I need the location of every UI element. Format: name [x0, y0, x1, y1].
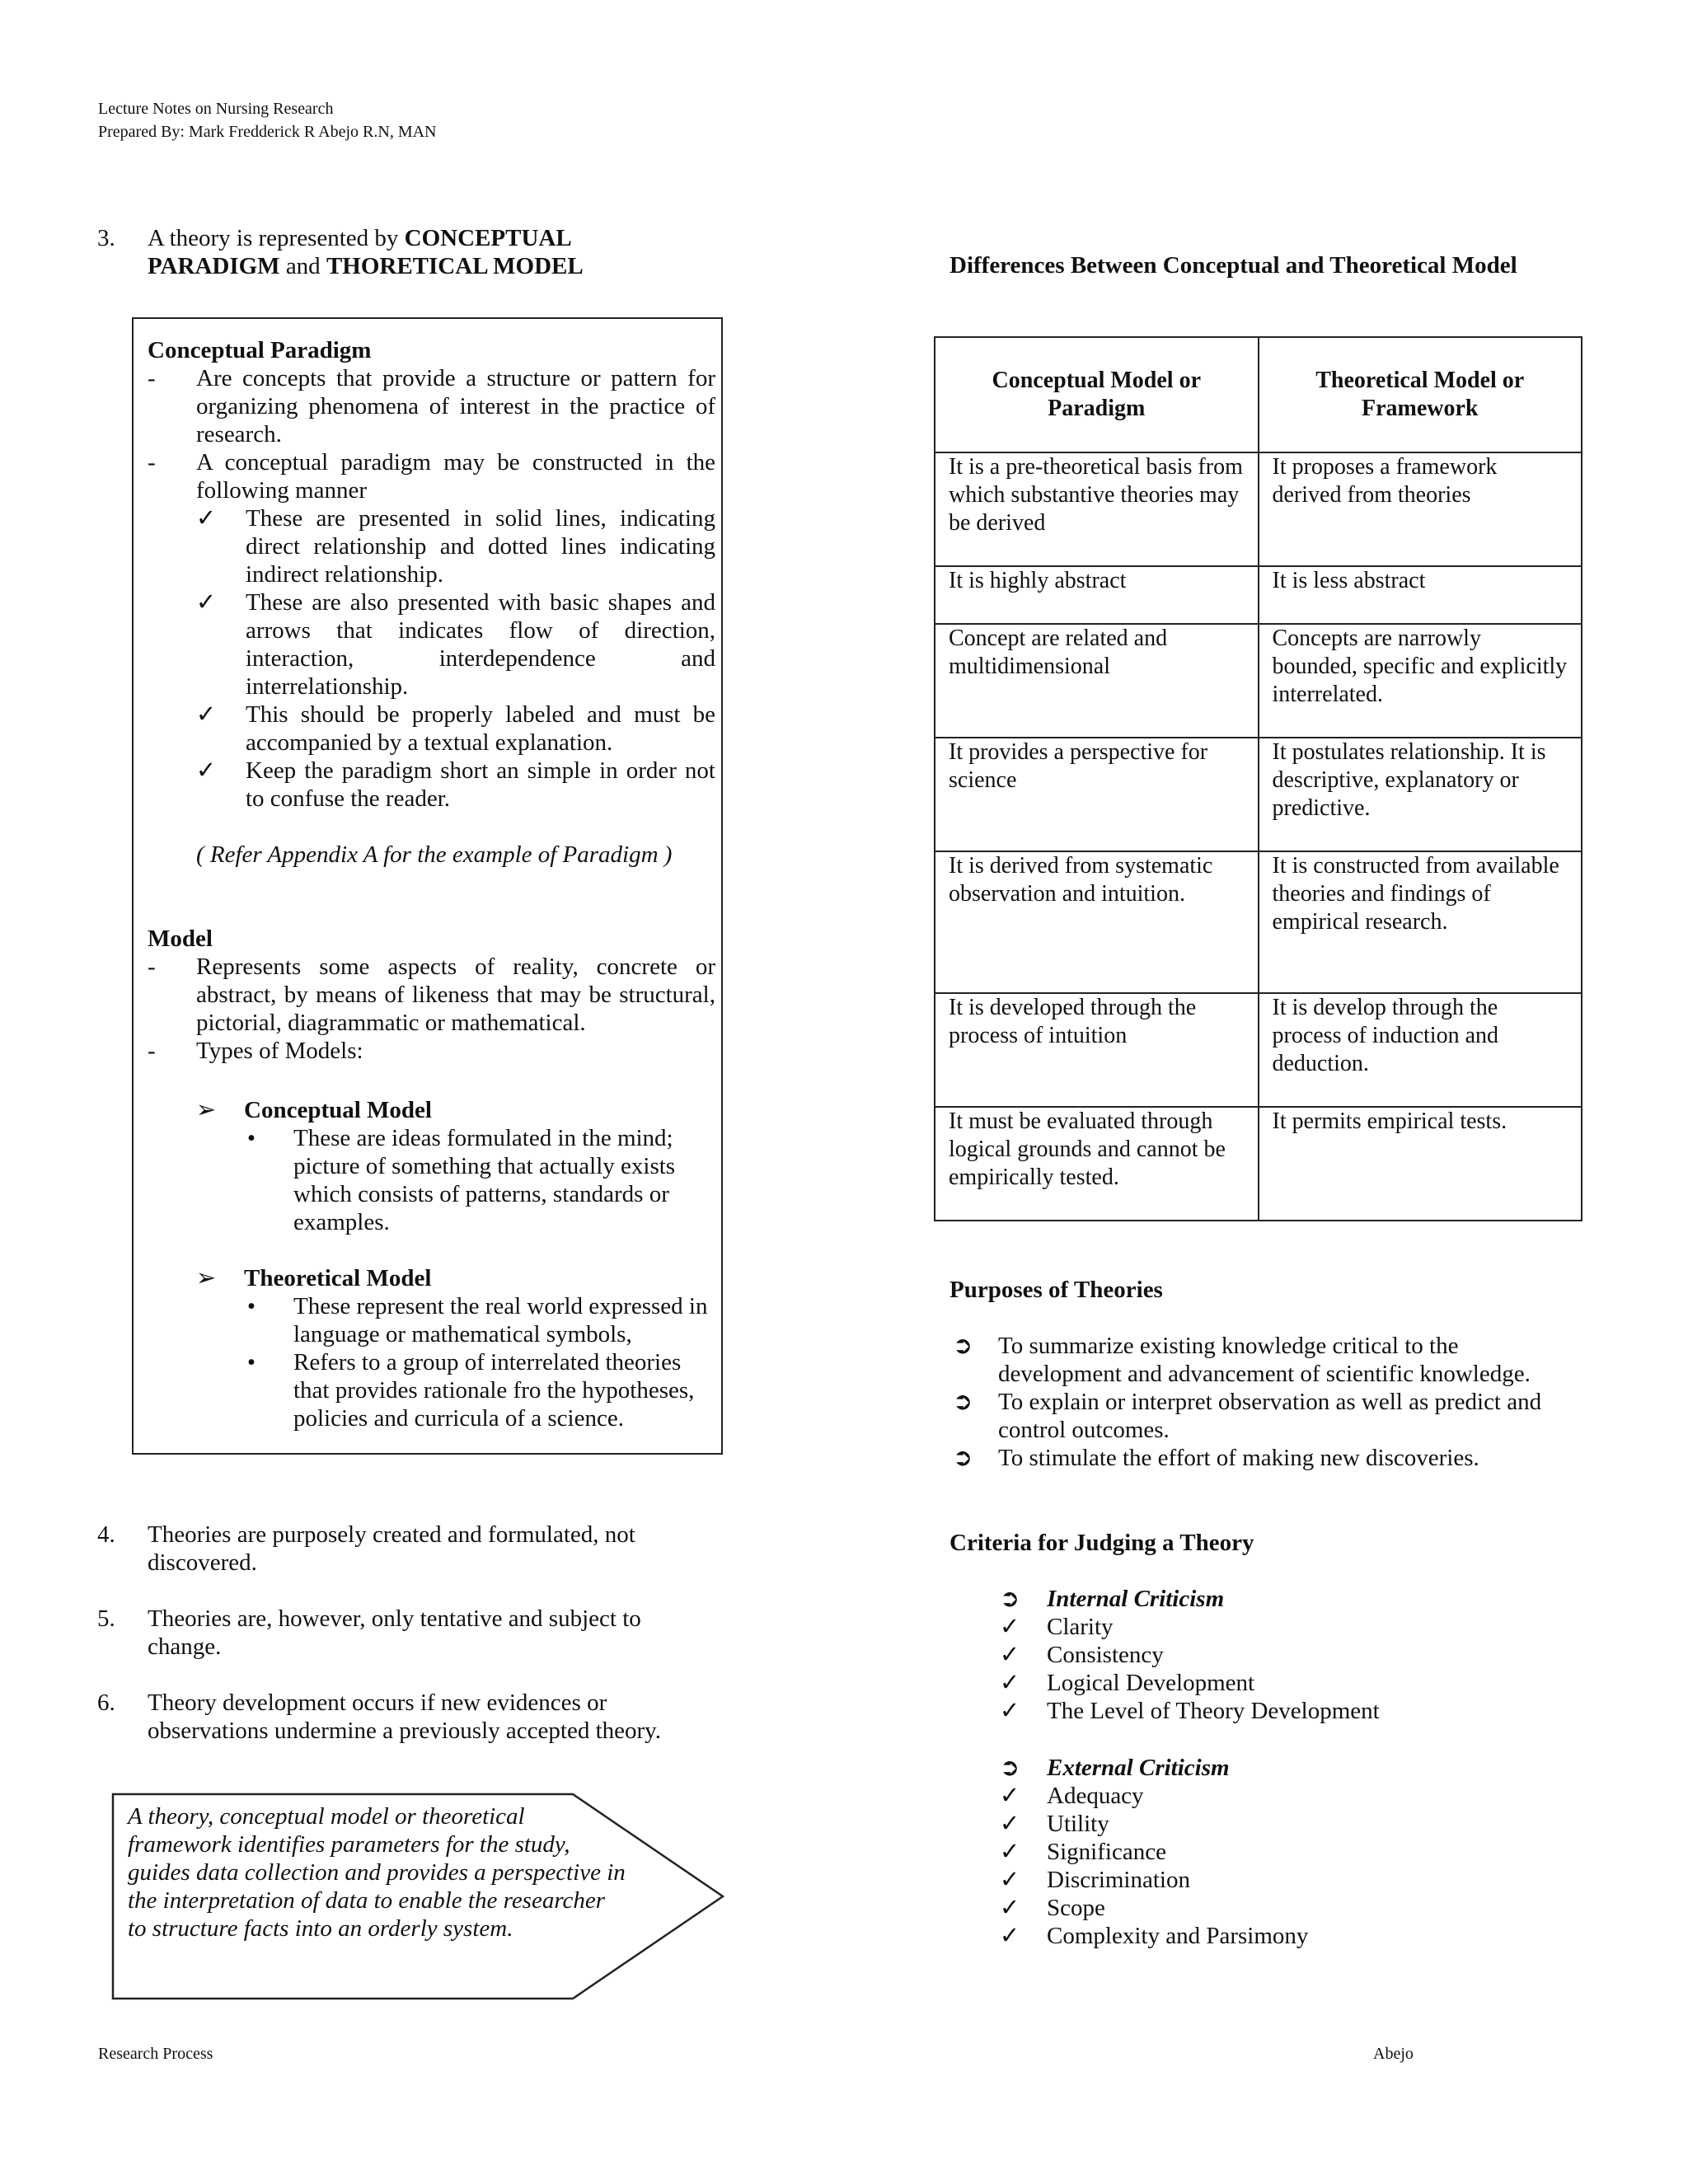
header-line-2: Prepared By: Mark Fredderick R Abejo R.N, MAN	[98, 123, 437, 141]
table-cell: It must be evaluated through logical grounds and cannot be empirically tested.	[935, 1107, 1259, 1221]
external-criterion: Scope	[1047, 1895, 1105, 1921]
table-row	[935, 851, 1582, 993]
item-3-number: 3.	[97, 225, 115, 251]
conceptual-model-title: Conceptual Model	[244, 1097, 432, 1123]
table-row	[935, 993, 1582, 1107]
dash-4: -	[148, 1038, 156, 1064]
footer-left: Research Process	[98, 2045, 213, 2063]
table-row	[935, 566, 1582, 624]
internal-criterion: Consistency	[1047, 1642, 1164, 1668]
theoretical-model-desc-1: These represent the real world expressed in language or mathematical symbols,	[293, 1293, 708, 1347]
external-criticism-title: External Criticism	[1047, 1755, 1230, 1781]
check-icon: ✓	[999, 1895, 1020, 1921]
table-cell: It is less abstract	[1259, 566, 1582, 624]
external-criterion: Discrimination	[1047, 1867, 1190, 1893]
check-icon: ✓	[195, 589, 217, 616]
item-5-number: 5.	[97, 1605, 115, 1632]
check-icon: ✓	[195, 505, 217, 532]
purpose-1: To summarize existing knowledge critical to the development and advancement of scientific knowledge.	[998, 1333, 1531, 1387]
table-row	[935, 1107, 1582, 1221]
check-icon: ✓	[999, 1783, 1020, 1809]
external-criterion: Utility	[1047, 1811, 1109, 1837]
check-icon: ✓	[999, 1923, 1020, 1949]
check-icon: ✓	[999, 1867, 1020, 1893]
dash-1: -	[148, 365, 156, 391]
check-icon: ✓	[999, 1642, 1020, 1668]
internal-criterion: Clarity	[1047, 1614, 1114, 1640]
table-title: Differences Between Conceptual and Theoretical Model	[950, 252, 1517, 279]
item-4-text: Theories are purposely created and formulated, not discovered.	[148, 1521, 635, 1576]
internal-criterion: The Level of Theory Development	[1047, 1698, 1380, 1724]
check-icon: ✓	[999, 1811, 1020, 1837]
footer-right: Abejo	[1373, 2045, 1414, 2063]
purpose-2: To explain or interpret observation as well as predict and control outcomes.	[998, 1389, 1542, 1443]
table-cell: It is develop through the process of induction and deduction.	[1259, 993, 1582, 1107]
item-5-text: Theories are, however, only tentative and subject to change.	[148, 1605, 641, 1660]
table-header-row	[935, 337, 1582, 452]
table-cell: It is developed through the process of intuition	[935, 993, 1259, 1107]
table-cell: Concepts are narrowly bounded, specific and explicitly interrelated.	[1259, 624, 1582, 738]
theoretical-model-title: Theoretical Model	[244, 1265, 432, 1291]
model-title: Model	[148, 926, 213, 952]
model-types: Types of Models:	[196, 1038, 363, 1064]
item-4-number: 4.	[97, 1521, 115, 1548]
table-row	[935, 738, 1582, 851]
conceptual-model-desc: These are ideas formulated in the mind; picture of something that actually exists which consists of patterns, standards or examples.	[293, 1125, 676, 1235]
arrow-bullet-icon: ➢	[195, 1265, 217, 1291]
check-icon: ✓	[999, 1839, 1020, 1865]
purpose-arrow-icon: ➲	[952, 1445, 973, 1471]
paradigm-check-1: These are presented in solid lines, indicating direct relationship and dotted lines indicating indirect relationship.	[246, 505, 715, 588]
table-row	[935, 452, 1582, 566]
external-criterion: Adequacy	[1047, 1783, 1144, 1809]
paradigm-construction: A conceptual paradigm may be constructed in the following manner	[196, 449, 715, 504]
internal-arrow-icon: ➲	[999, 1586, 1020, 1612]
bullet-icon: •	[246, 1293, 256, 1319]
table-row	[935, 624, 1582, 738]
dash-2: -	[148, 449, 156, 476]
table-cell: It provides a perspective for science	[935, 738, 1259, 851]
table-cell: It permits empirical tests.	[1259, 1107, 1582, 1221]
check-icon: ✓	[195, 757, 217, 784]
comparison-table	[934, 336, 1582, 1221]
item-3-text: A theory is represented by CONCEPTUAL PARADIGM and THORETICAL MODEL	[148, 225, 584, 279]
purposes-title: Purposes of Theories	[950, 1277, 1163, 1303]
paradigm-check-2: These are also presented with basic shapes and arrows that indicates flow of direction, interaction, interdependence and interrelationship.	[246, 589, 715, 700]
item-6-text: Theory development occurs if new evidences or observations undermine a previously accepted theory.	[148, 1690, 662, 1744]
internal-criterion: Logical Development	[1047, 1670, 1255, 1696]
bullet-icon: •	[246, 1125, 256, 1151]
internal-criticism-title: Internal Criticism	[1047, 1586, 1225, 1612]
arrow-bullet-icon: ➢	[195, 1097, 217, 1123]
purpose-arrow-icon: ➲	[952, 1333, 973, 1359]
paradigm-check-4: Keep the paradigm short an simple in order not to confuse the reader.	[246, 757, 715, 812]
check-icon: ✓	[195, 701, 217, 728]
theoretical-model-desc-2: Refers to a group of interrelated theories that provides rationale fro the hypotheses, policies and curricula of a science.	[293, 1349, 695, 1432]
table-cell: It is constructed from available theories and findings of empirical research.	[1259, 851, 1582, 993]
table-cell: It is a pre-theoretical basis from which substantive theories may be derived	[935, 452, 1259, 566]
check-icon: ✓	[999, 1670, 1020, 1696]
check-icon: ✓	[999, 1614, 1020, 1640]
header-theoretical: Theoretical Model or Framework	[1259, 337, 1582, 452]
table-cell: It postulates relationship. It is descriptive, explanatory or predictive.	[1259, 738, 1582, 851]
bullet-icon: •	[246, 1349, 256, 1376]
external-arrow-icon: ➲	[999, 1755, 1020, 1781]
table-cell: It is derived from systematic observation and intuition.	[935, 851, 1259, 993]
paradigm-title: Conceptual Paradigm	[148, 337, 372, 363]
refer-appendix: ( Refer Appendix A for the example of Paradigm )	[196, 841, 673, 868]
header-line-1: Lecture Notes on Nursing Research	[98, 100, 334, 118]
dash-3: -	[148, 954, 156, 980]
header-conceptual: Conceptual Model or Paradigm	[935, 337, 1259, 452]
callout-text: A theory, conceptual model or theoretical framework identifies parameters for the study, guides data collection and provides a perspective in the interpretation of data to enable the researcher to structure facts into an orderly system.	[128, 1803, 626, 1942]
paradigm-check-3: This should be properly labeled and must be accompanied by a textual explanation.	[246, 701, 715, 756]
purpose-3: To stimulate the effort of making new discoveries.	[998, 1445, 1479, 1471]
paradigm-definition: Are concepts that provide a structure or pattern for organizing phenomena of interest in the practice of research.	[196, 365, 715, 448]
table-cell: It is highly abstract	[935, 566, 1259, 624]
model-definition: Represents some aspects of reality, concrete or abstract, by means of likeness that may be structural, pictorial, diagrammatic or mathematical.	[196, 954, 715, 1036]
external-criterion: Significance	[1047, 1839, 1166, 1865]
external-criterion: Complexity and Parsimony	[1047, 1923, 1309, 1949]
item-6-number: 6.	[97, 1690, 115, 1716]
purpose-arrow-icon: ➲	[952, 1389, 973, 1415]
check-icon: ✓	[999, 1698, 1020, 1724]
table-cell: It proposes a framework derived from theories	[1259, 452, 1582, 566]
table-cell: Concept are related and multidimensional	[935, 624, 1259, 738]
criteria-title: Criteria for Judging a Theory	[950, 1530, 1254, 1556]
